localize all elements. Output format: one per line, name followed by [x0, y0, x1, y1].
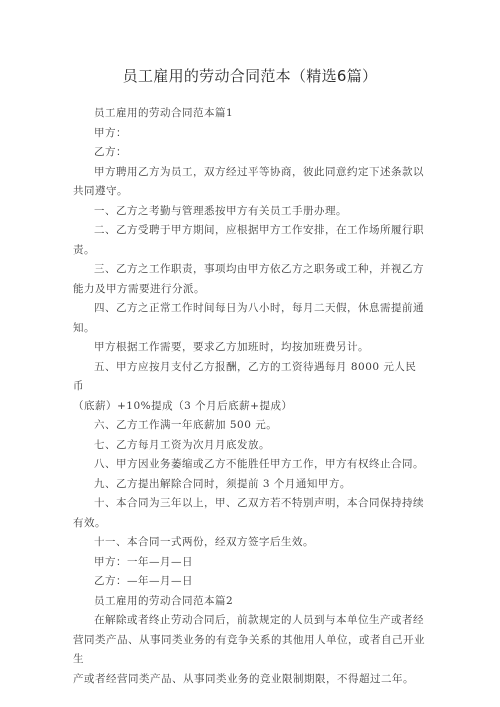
clause-9: 九、乙方提出解除合同时，须提前 3 个月通知甲方。	[94, 477, 351, 490]
paragraph-line: 共同遵守。	[73, 185, 128, 197]
clause-3-cont: 能力及甲方需要进行分派。	[73, 282, 205, 295]
overtime-paragraph: 甲方根据工作需要，要求乙方加班时，均按加班费另计。	[94, 341, 369, 353]
paragraph-line: 在解除或者终止劳动合同后，前款规定的人员到与本单位生产或者经	[94, 614, 424, 626]
clause-5: 五、甲方应按月支付乙方报酬，乙方的工资待遇每月 8000 元人民币	[73, 360, 417, 392]
clause-10-cont: 有效。	[73, 516, 106, 529]
paragraph-line: 营同类产品、从事同类业务的有竞争关系的其他用人单位，或者自己开业生	[73, 633, 425, 665]
party-a-signature-date: 甲方：一年—月—日	[94, 555, 193, 568]
clause-1: 一、乙方之考勤与管理悉按甲方有关员工手册办理。	[94, 204, 347, 217]
clause-6: 六、乙方工作满一年底薪加 500 元。	[94, 419, 278, 431]
clause-5-cont: （底薪）+10%提成（3 个月后底薪+提成）	[73, 399, 293, 412]
document-title: 员工雇用的劳动合同范本（精选6篇）	[122, 67, 378, 85]
party-a-label: 甲方：	[94, 126, 127, 139]
clause-10: 十、本合同为三年以上，甲、乙双方若不特别声明，本合同保持持续	[94, 497, 424, 509]
paragraph-line: 产或者经营同类产品、从事同类业务的竞业限制期限，不得超过二年。	[73, 672, 414, 685]
party-b-label: 乙方：	[94, 146, 127, 158]
clause-2-cont: 责。	[73, 243, 95, 256]
party-b-signature-date: 乙方：—年—月—日	[94, 575, 193, 587]
section-heading: 员工雇用的劳动合同范本篇2	[94, 594, 234, 607]
clause-11: 十一、本合同一式两份，经双方签字后生效。	[94, 536, 314, 548]
clause-4-cont: 知。	[73, 321, 95, 334]
paragraph-line: 甲方聘用乙方为员工，双方经过平等协商，彼此同意约定下述条款以	[94, 165, 424, 178]
clause-3: 三、乙方之工作职责，事项均由甲方依乙方之职务或工种，并视乙方	[94, 263, 424, 275]
section-heading: 员工雇用的劳动合同范本篇1	[94, 107, 234, 119]
clause-4: 四、乙方之正常工作时间每日为八小时，每月二天假，休息需提前通	[94, 302, 424, 314]
clause-2: 二、乙方受聘于甲方期间，应根据甲方工作安排，在工作场所履行职	[94, 224, 424, 236]
clause-7: 七、乙方每月工资为次月月底发放。	[94, 438, 270, 451]
clause-8: 八、甲方因业务萎缩或乙方不能胜任甲方工作，甲方有权终止合同。	[94, 458, 424, 470]
document-body	[73, 104, 425, 689]
